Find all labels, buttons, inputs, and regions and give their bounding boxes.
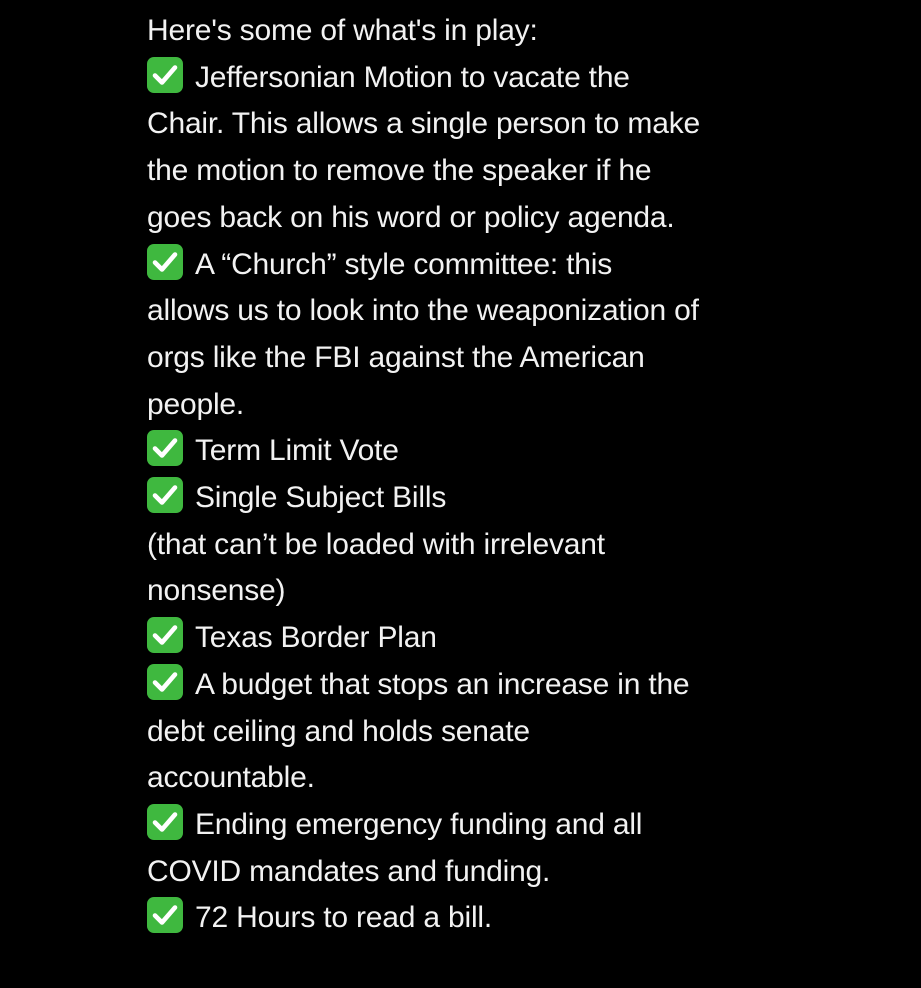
- list-item: [147, 895, 867, 942]
- list-item: [147, 55, 867, 102]
- list-item: [147, 802, 867, 849]
- check-mark-button-icon: [147, 617, 183, 653]
- list-item-text: allows us to look into the weaponization of: [147, 294, 699, 328]
- list-item-text: accountable.: [147, 761, 315, 795]
- list-item-text: Single Subject Bills: [195, 481, 447, 515]
- list-item-text: goes back on his word or policy agenda.: [147, 200, 675, 234]
- list-item-text: the motion to remove the speaker if he: [147, 154, 652, 188]
- list-item-text: Term Limit Vote: [195, 434, 399, 468]
- list-item-text: debt ceiling and holds senate: [147, 714, 530, 748]
- check-mark-button-icon: [147, 664, 183, 700]
- list-item-text: nonsense): [147, 574, 286, 608]
- list-item-text: A budget that stops an increase in the: [195, 667, 690, 701]
- check-mark-button-icon: [147, 804, 183, 840]
- list-item: [147, 428, 867, 475]
- list-item-text: A “Church” style committee: this: [195, 247, 613, 281]
- check-mark-button-icon: [147, 57, 183, 93]
- check-mark-button-icon: [147, 477, 183, 513]
- list-item-text: Jeffersonian Motion to vacate the: [195, 60, 630, 94]
- list-item: [147, 615, 867, 662]
- list-item-text: people.: [147, 387, 245, 421]
- check-mark-button-icon: [147, 897, 183, 933]
- check-mark-button-icon: [147, 244, 183, 280]
- check-mark-button-icon: [147, 430, 183, 466]
- post-text: [147, 8, 867, 942]
- list-item-text: (that can’t be loaded with irrelevant: [147, 527, 605, 561]
- list-item: [147, 475, 867, 522]
- list-item-text: COVID mandates and funding.: [147, 854, 551, 888]
- post-heading: Here's some of what's in play:: [147, 14, 538, 47]
- list-item-text: 72 Hours to read a bill.: [195, 901, 493, 935]
- list-item-text: Chair. This allows a single person to make: [147, 107, 700, 141]
- list-item-text: Ending emergency funding and all: [195, 807, 643, 841]
- list-item-text: orgs like the FBI against the American: [147, 340, 645, 374]
- list-item: [147, 242, 867, 289]
- list-item: [147, 662, 867, 709]
- list-item-text: Texas Border Plan: [195, 621, 437, 655]
